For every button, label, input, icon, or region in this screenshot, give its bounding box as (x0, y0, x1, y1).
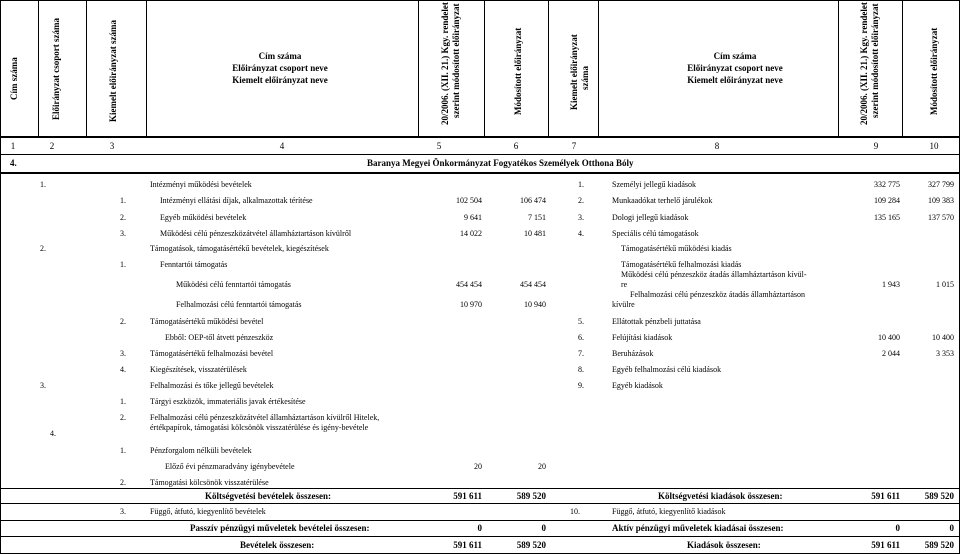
expenditure-item-label: Ellátottak pénzbeli juttatása (612, 317, 701, 326)
expenditure-subitem-label: Felhalmozási célú pénzeszköz átadás államháztartáson (630, 290, 806, 299)
revenue-item-label: Intézményi ellátási díjak, alkalmazottak térítése (160, 196, 313, 205)
row-num: 3. (120, 349, 126, 358)
expenditure-item-label: Munkaadókat terhelő járulékok (612, 196, 713, 205)
revenue-original-value: 102 504 (456, 196, 482, 205)
expenditure-subitem-label: Támogatásértékű működési kiadás (621, 244, 732, 253)
expenditure-subitem-label: Működési célú pénzeszköz átadás államháztartáson kívül- re (621, 270, 807, 289)
row-num: 1. (120, 196, 126, 205)
row-num: 2. (120, 413, 126, 422)
colnum-6: 6 (513, 141, 519, 151)
expenditure-modified-value: 3 353 (936, 349, 954, 358)
row-num: 2. (40, 244, 46, 253)
row-num: 1. (40, 180, 46, 189)
revenue-modified-value: 10 940 (524, 300, 546, 309)
institution-title: Baranya Megyei Önkormányzat Fogyatékos Személyek Otthona Bóly (367, 158, 634, 168)
revenue-original-value: 454 454 (456, 280, 482, 289)
expenditure-grand-total-original: 591 611 (871, 540, 900, 550)
expenditure-original-value: 1 943 (882, 280, 900, 289)
expenditure-subitem-label: Támogatásértékű felhalmozási kiadás (621, 260, 742, 269)
revenue-modified-value: 106 474 (520, 196, 546, 205)
expenditure-active-total-original: 0 (895, 523, 900, 533)
revenue-passive-total-original: 0 (477, 523, 482, 533)
expenditure-active-total-label: Aktív pénzügyi műveletek kiadásai összesen: (612, 523, 784, 533)
expenditure-original-value: 2 044 (882, 349, 900, 358)
revenue-subitem-label: Előző évi pénzmaradvány igénybevétele (165, 462, 295, 471)
row-num: 10. (570, 507, 580, 516)
revenue-group-label: Intézményi működési bevételek (150, 180, 252, 189)
col-header-left-modified: Módosított előirányzat (513, 27, 523, 115)
colnum-1: 1 (10, 141, 16, 151)
revenue-original-value: 9 641 (464, 213, 482, 222)
revenue-budget-total-label: Költségvetési bevételek összesen: (205, 491, 331, 501)
expenditure-active-total-modified: 0 (949, 523, 954, 533)
expenditure-grand-total-modified: 589 520 (924, 540, 954, 550)
expenditure-item-label: Személyi jellegű kiadások (612, 180, 696, 189)
expenditure-modified-value: 10 400 (932, 333, 954, 342)
row-num: 3. (120, 507, 126, 516)
expenditure-item-label: Egyéb felhalmozási célú kiadások (612, 365, 722, 374)
colnum-2: 2 (49, 141, 55, 151)
revenue-item-label: Támogatásértékű felhalmozási bevétel (150, 349, 274, 358)
row-num: 4. (120, 365, 126, 374)
expenditure-original-value: 109 284 (874, 196, 900, 205)
revenue-modified-value: 10 481 (524, 229, 546, 238)
expenditure-original-value: 10 400 (878, 333, 900, 342)
row-num: 5. (578, 317, 584, 326)
col-header-left-names: Cím száma Előirányzat csoport neve Kiemelt előirányzat neve (232, 51, 328, 85)
expenditure-modified-value: 109 383 (928, 196, 954, 205)
colnum-7: 7 (571, 141, 577, 151)
row-num: 7. (578, 349, 584, 358)
revenue-subitem-label: Felhalmozási célú fenntartói támogatás (176, 300, 302, 309)
col-header-eloiranyzat-csoport-szama: Előirányzat csoport száma (51, 18, 61, 120)
row-num: 1. (120, 397, 126, 406)
revenue-group-label: Támogatások, támogatásértékű bevételek, kiegészítések (150, 244, 329, 253)
row-num: 2. (120, 317, 126, 326)
expenditure-original-value: 135 165 (874, 213, 900, 222)
revenue-original-value: 20 (474, 462, 482, 471)
revenue-budget-total-original: 591 611 (453, 491, 482, 501)
colnum-3: 3 (109, 141, 115, 151)
row-num: 1. (120, 446, 126, 455)
revenue-item-label: Fenntartói támogatás (160, 260, 228, 269)
revenue-item-label: Működési célú pénzeszközátvétel államháztartáson kívülről (160, 229, 352, 238)
revenue-subitem-label: Működési célú fenntartói támogatás (176, 280, 291, 289)
row-num: 3. (40, 381, 46, 390)
revenue-grand-total-modified: 589 520 (516, 540, 546, 550)
revenue-item-label: Támogatási kölcsönök visszatérülése (150, 478, 269, 487)
colnum-9: 9 (873, 141, 879, 151)
row-num: 3. (578, 213, 584, 222)
row-num: 9. (578, 381, 584, 390)
expenditure-subitem-label-cont: kívülre (612, 300, 635, 309)
row-num: 1. (578, 180, 584, 189)
col-header-right-names: Cím száma Előirányzat csoport neve Kiemelt előirányzat neve (687, 51, 783, 85)
revenue-item-label: Felhalmozási célú pénzeszközátvétel államháztartáson kívülről Hitelek, értékpapírok, támogatási kölcsönök visszatérülése és igény-bevétele (150, 413, 380, 432)
colnum-10: 10 (929, 141, 939, 151)
revenue-modified-value: 454 454 (520, 280, 546, 289)
revenue-item-label: Támogatásértékű működési bevétel (150, 317, 264, 326)
expenditure-item-label: Felújítási kiadások (612, 333, 673, 342)
expenditure-item-label: Speciális célú támogatások (612, 229, 699, 238)
expenditure-modified-value: 327 799 (928, 180, 954, 189)
expenditure-item-label: Dologi jellegű kiadások (612, 213, 689, 222)
expenditure-budget-total-label: Költségvetési kiadások összesen: (658, 491, 783, 501)
col-header-cim-szama: Cím száma (9, 57, 19, 100)
expenditure-modified-value: 1 015 (936, 280, 954, 289)
revenue-original-value: 10 970 (460, 300, 482, 309)
expenditure-budget-total-modified: 589 520 (924, 491, 954, 501)
expenditure-modified-value: 137 570 (928, 213, 954, 222)
revenue-item-label: Tárgyi eszközök, immateriális javak értékesítése (150, 397, 306, 406)
revenue-item-label: Kiegészítések, visszatérülések (150, 365, 247, 374)
row-num: 2. (120, 213, 126, 222)
colnum-4: 4 (279, 141, 285, 151)
revenue-subitem-label: Ebből: OEP-től átvett pénzeszköz (165, 333, 274, 342)
revenue-grand-total-original: 591 611 (453, 540, 482, 550)
col-header-kiemelt-eloiranyzat-szama: Kiemelt előirányzat száma (108, 20, 118, 122)
row-num: 4. (578, 229, 584, 238)
expenditure-item-label: Beruházások (612, 349, 654, 358)
col-header-right-modified: Módosított előirányzat (929, 27, 939, 115)
expenditure-budget-total-original: 591 611 (871, 491, 900, 501)
section-number-4: 4. (50, 429, 56, 438)
section-number: 4. (10, 158, 17, 168)
revenue-modified-value: 20 (538, 462, 546, 471)
row-num: 2. (120, 478, 126, 487)
expenditure-grand-total-label: Kiadások összesen: (687, 540, 761, 550)
row-num: 8. (578, 365, 584, 374)
revenue-original-value: 14 022 (460, 229, 482, 238)
row-num: 3. (120, 229, 126, 238)
colnum-8: 8 (714, 141, 720, 151)
revenue-passive-total-modified: 0 (541, 523, 546, 533)
expenditure-item-label: Egyéb kiadások (612, 381, 663, 390)
revenue-grand-total-label: Bevételek összesen: (240, 540, 315, 550)
revenue-item-label: Függő, átfutó, kiegyenlítő bevételek (150, 507, 266, 516)
expenditure-item-label: Függő, átfutó, kiegyenlítő kiadások (612, 507, 726, 516)
row-num: 2. (578, 196, 584, 205)
expenditure-original-value: 332 775 (874, 180, 900, 189)
revenue-budget-total-modified: 589 520 (516, 491, 546, 501)
colnum-5: 5 (436, 141, 442, 151)
revenue-group-label: Felhalmozási és tőke jellegű bevételek (150, 381, 274, 390)
revenue-item-label: Pénzforgalom nélküli bevételek (150, 446, 252, 455)
row-num: 1. (120, 260, 126, 269)
row-num: 6. (578, 333, 584, 342)
revenue-passive-total-label: Passzív pénzügyi műveletek bevételei összesen: (190, 523, 370, 533)
revenue-item-label: Egyéb működési bevételek (160, 213, 247, 222)
revenue-modified-value: 7 151 (528, 213, 546, 222)
